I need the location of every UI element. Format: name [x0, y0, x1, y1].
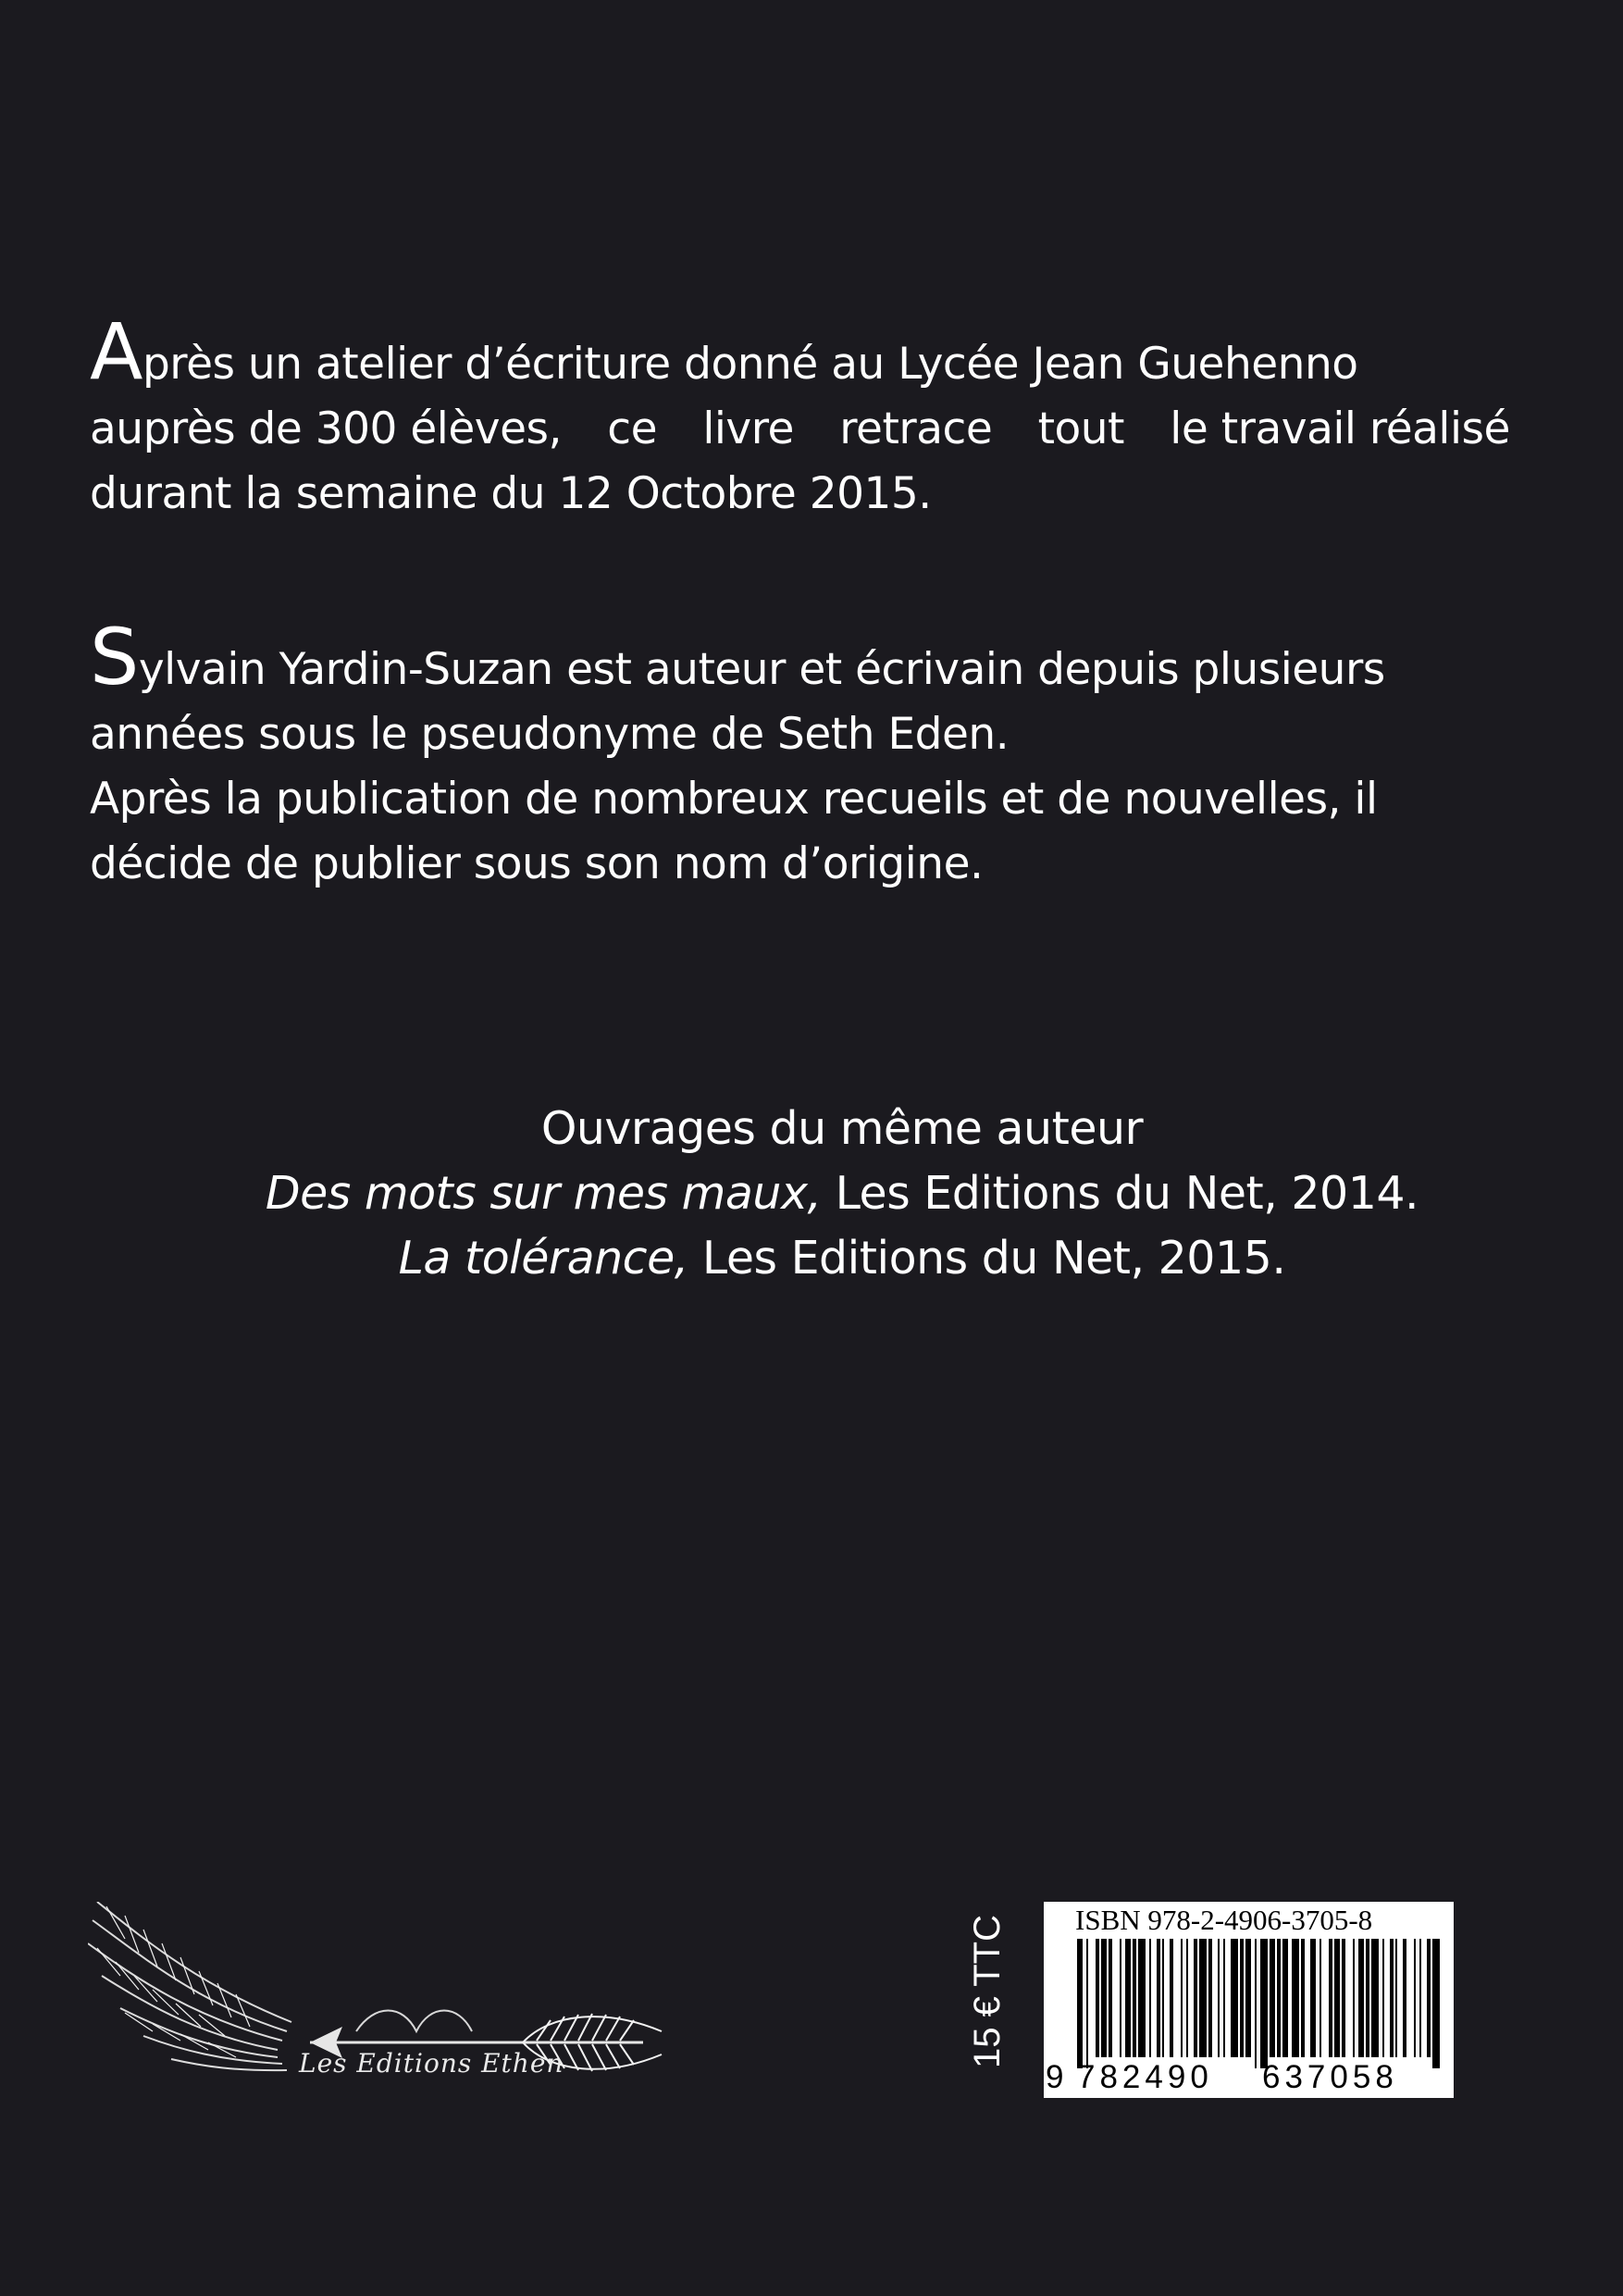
price-label: 15 € TTC: [967, 1915, 1008, 2068]
bio-line-3: Après la publication de nombreux recueils et de nouvelles, il: [90, 774, 1378, 825]
author-bio-paragraph: [90, 612, 1552, 897]
barcode-bar: [1395, 1939, 1397, 2057]
barcode-bar: [1157, 1939, 1160, 2057]
barcode-bar: [1390, 1939, 1394, 2057]
bio-line-4: décide de publier sous son nom d’origine.: [90, 838, 984, 889]
barcode-bar: [1342, 1939, 1345, 2057]
barcode-bar: [1301, 1939, 1305, 2057]
barcode-bar: [1414, 1939, 1416, 2057]
barcode-bar: [1292, 1939, 1299, 2057]
barcode-bar: [1199, 1939, 1207, 2057]
description-paragraph: [90, 306, 1552, 527]
barcode-bar: [1186, 1939, 1188, 2057]
barcode-digits-left: 782490: [1077, 2059, 1213, 2095]
barcode-bar: [1371, 1939, 1379, 2057]
barcode-bar: [1194, 1939, 1197, 2057]
barcode-bar: [1310, 1939, 1316, 2057]
barcode-bar: [1125, 1939, 1131, 2057]
work-title: Des mots sur mes maux,: [265, 1167, 822, 1220]
description-line-2: auprès de 300 élèves, ce livre retrace tout le travail réalisé: [90, 403, 1510, 454]
barcode-bar: [1162, 1939, 1164, 2057]
bio-line-1: Sylvain Yardin-Suzan est auteur et écrivain depuis plusieurs: [90, 612, 1385, 702]
other-works-heading: Ouvrages du même auteur: [540, 1102, 1144, 1155]
isbn-barcode: [1044, 1902, 1454, 2098]
barcode-bar: [1218, 1939, 1220, 2057]
barcode-bar: [1366, 1939, 1369, 2057]
bio-line-2: années sous le pseudonyme de Seth Eden.: [90, 709, 1010, 760]
barcode-bar: [1120, 1939, 1121, 2057]
barcode-bar: [1138, 1939, 1146, 2057]
barcode-bar: [1208, 1939, 1212, 2057]
barcode-bar: [1181, 1939, 1183, 2057]
other-work-item: La tolérance, Les Editions du Net, 2015.: [398, 1232, 1286, 1285]
barcode-bar: [1419, 1939, 1421, 2057]
barcode-bar: [1282, 1939, 1288, 2057]
description-line-3: durant la semaine du 12 Octobre 2015.: [90, 468, 932, 519]
isbn-label: ISBN 978-2-4906-3705-8: [1075, 1904, 1373, 1936]
barcode-bar: [1358, 1939, 1364, 2057]
other-works-section: [0, 1097, 1623, 1291]
barcode-bar: [1260, 1939, 1268, 2068]
barcode-bar: [1427, 1939, 1431, 2057]
barcode-bar: [1086, 1939, 1088, 2068]
other-work-item: Des mots sur mes maux, Les Editions du Net, 2014.: [265, 1167, 1419, 1220]
barcode-bar: [1133, 1939, 1136, 2057]
barcode-bar: [1170, 1939, 1173, 2057]
barcode-digits-right: 637058: [1262, 2059, 1398, 2095]
barcode-bar: [1240, 1939, 1244, 2057]
barcode-digit-lead: 9: [1046, 2059, 1069, 2095]
barcode-bar: [1270, 1939, 1275, 2057]
barcode-bar: [1353, 1939, 1355, 2057]
barcode-bar: [1096, 1939, 1099, 2057]
barcode-bar: [1149, 1939, 1151, 2057]
barcode-bar: [1109, 1939, 1112, 2057]
barcode-bar: [1334, 1939, 1340, 2057]
description-line-1: Après un atelier d’écriture donné au Lycée Jean Guehenno: [90, 306, 1358, 397]
barcode-bar: [1231, 1939, 1238, 2057]
barcode-bar: [1077, 1939, 1083, 2068]
barcode-bar: [1101, 1939, 1107, 2057]
barcode-bar: [1319, 1939, 1321, 2057]
drop-cap-letter: A: [90, 306, 142, 397]
publisher-logo: [88, 1902, 680, 2101]
barcode-bar: [1382, 1939, 1384, 2057]
publisher-logo-text: Les Editions Ethen: [299, 2048, 564, 2079]
barcode-bar: [1432, 1939, 1440, 2068]
work-title: La tolérance,: [398, 1232, 688, 1285]
barcode-bar: [1329, 1939, 1332, 2057]
barcode-digits: [1044, 2057, 1454, 2098]
barcode-bar: [1223, 1939, 1225, 2057]
barcode-bar: [1255, 1939, 1257, 2068]
barcode-bar: [1245, 1939, 1251, 2057]
drop-cap-letter: S: [90, 612, 139, 702]
barcode-bar: [1403, 1939, 1406, 2057]
barcode-bar: [1277, 1939, 1281, 2057]
